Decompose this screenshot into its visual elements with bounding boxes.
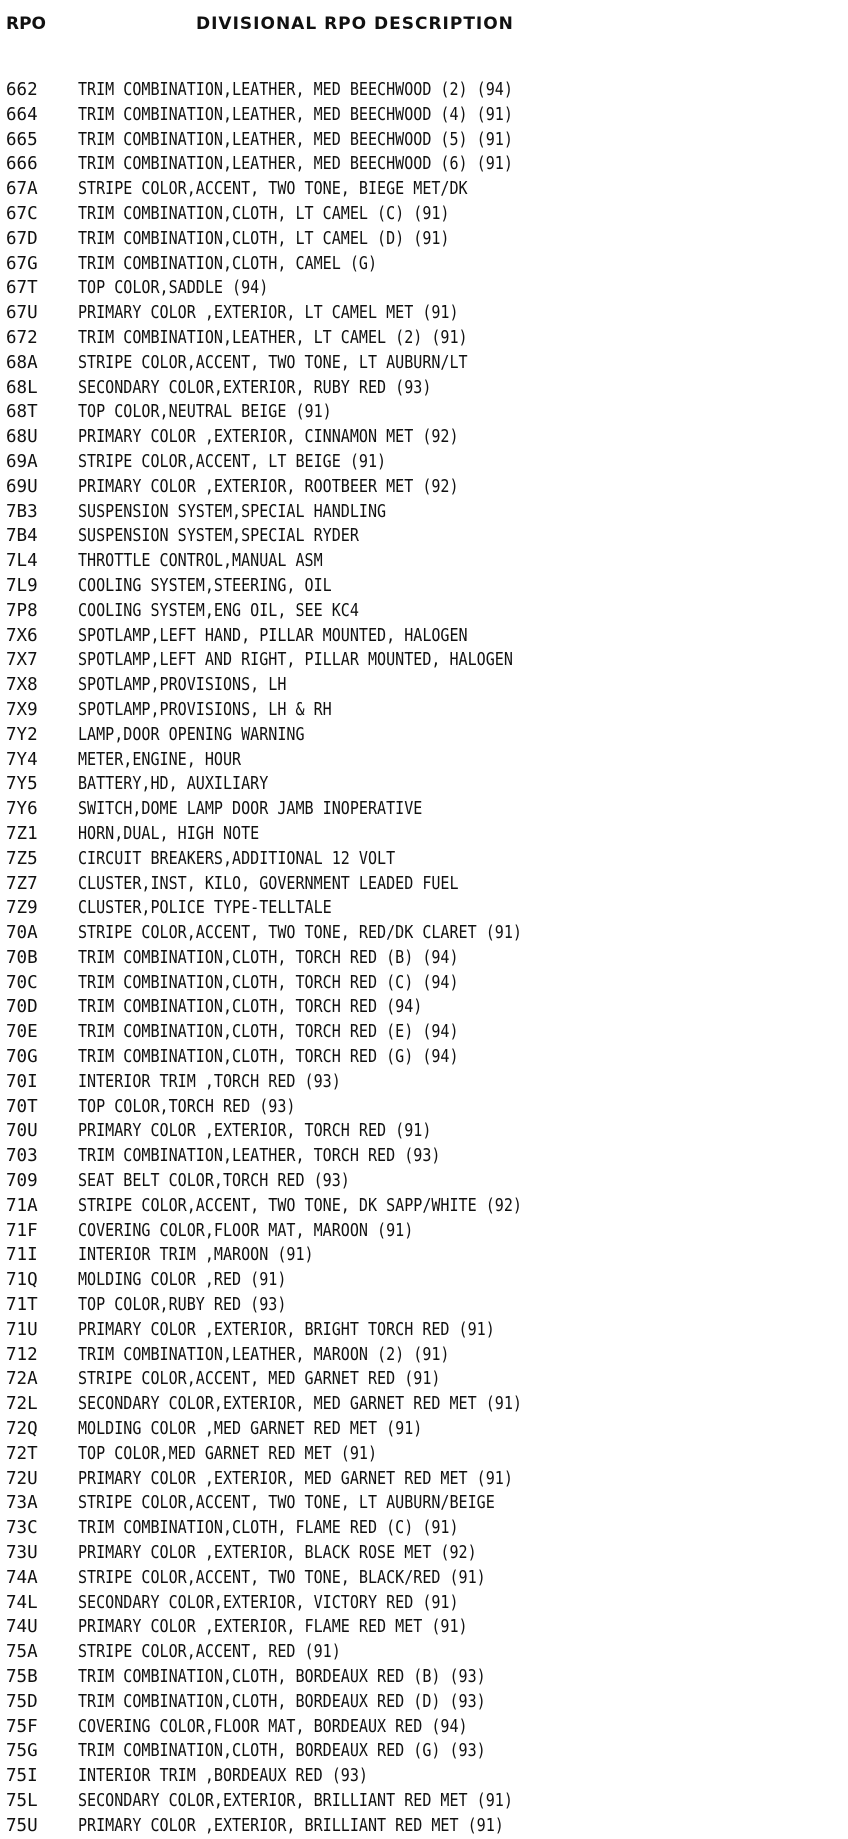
rpo-code: 69A [6,451,38,472]
rpo-code: 72A [6,1369,38,1390]
table-row [6,202,836,227]
rpo-code: 75F [6,1716,38,1737]
table-row [6,1095,836,1120]
rpo-code: 74A [6,1567,38,1588]
table-row [6,425,836,450]
table-row [6,1591,836,1616]
rpo-code: 7Z5 [6,848,38,869]
table-row [6,995,836,1020]
table-row [6,1467,836,1492]
table-row [6,1690,836,1715]
rpo-description: SWITCH,DOME LAMP DOOR JAMB INOPERATIVE [78,799,423,820]
rpo-code: 67U [6,303,38,324]
rpo-code: 71T [6,1295,38,1316]
table-row [6,1491,836,1516]
table-row [6,772,836,797]
rpo-code: 72T [6,1443,38,1464]
table-row [6,252,836,277]
table-row [6,1442,836,1467]
table-row [6,872,836,897]
rpo-code: 7X8 [6,675,38,696]
rpo-description: TRIM COMBINATION,CLOTH, TORCH RED (94) [78,997,423,1018]
rpo-description: PRIMARY COLOR ,EXTERIOR, TORCH RED (91) [78,1121,432,1142]
table-row [6,103,836,128]
rpo-code: 75G [6,1741,38,1762]
rpo-description: TRIM COMBINATION,LEATHER, MAROON (2) (91) [78,1344,450,1365]
table-row [6,1318,836,1343]
rpo-code: 71Q [6,1270,38,1291]
rpo-description: TRIM COMBINATION,CLOTH, CAMEL (G) [78,253,378,274]
rpo-description: TRIM COMBINATION,CLOTH, TORCH RED (C) (94) [78,972,459,993]
rpo-list [6,78,836,1839]
rpo-code: 73A [6,1493,38,1514]
rpo-code: 70B [6,947,38,968]
rpo-description: STRIPE COLOR,ACCENT, TWO TONE, DK SAPP/WHITE (92) [78,1195,522,1216]
rpo-description: TOP COLOR,NEUTRAL BEIGE (91) [78,402,332,423]
rpo-description: CIRCUIT BREAKERS,ADDITIONAL 12 VOLT [78,848,396,869]
rpo-code: 7B4 [6,526,38,547]
rpo-code: 70C [6,972,38,993]
table-row [6,1814,836,1839]
table-row [6,227,836,252]
rpo-code: 7L9 [6,575,38,596]
table-row [6,1789,836,1814]
table-row [6,1169,836,1194]
table-row [6,1640,836,1665]
rpo-description: PRIMARY COLOR ,EXTERIOR, BRILLIANT RED MET (91) [78,1815,504,1836]
rpo-code: 67G [6,253,38,274]
rpo-code: 70T [6,1096,38,1117]
rpo-description: COOLING SYSTEM,STEERING, OIL [78,575,332,596]
table-row [6,1764,836,1789]
rpo-description: TOP COLOR,TORCH RED (93) [78,1096,296,1117]
header-rpo-label: RPO [6,14,47,34]
rpo-code: 709 [6,1171,38,1192]
rpo-code: 68A [6,352,38,373]
rpo-description: SECONDARY COLOR,EXTERIOR, BRILLIANT RED MET (91) [78,1790,513,1811]
rpo-description: SUSPENSION SYSTEM,SPECIAL RYDER [78,526,359,547]
table-row [6,1615,836,1640]
rpo-description: CLUSTER,INST, KILO, GOVERNMENT LEADED FUEL [78,873,459,894]
rpo-code: 7L4 [6,551,38,572]
rpo-description: STRIPE COLOR,ACCENT, TWO TONE, BLACK/RED (91) [78,1567,486,1588]
table-row [6,1343,836,1368]
table-row [6,1219,836,1244]
table-row [6,673,836,698]
rpo-code: 72L [6,1394,38,1415]
table-row [6,400,836,425]
table-row [6,177,836,202]
rpo-code: 71A [6,1195,38,1216]
table-row [6,1367,836,1392]
rpo-description: SPOTLAMP,LEFT HAND, PILLAR MOUNTED, HALOGEN [78,625,468,646]
rpo-code: 75U [6,1815,38,1836]
table-row [6,1194,836,1219]
rpo-description: SEAT BELT COLOR,TORCH RED (93) [78,1171,350,1192]
table-row [6,822,836,847]
rpo-description: STRIPE COLOR,ACCENT, TWO TONE, BIEGE MET/DK [78,179,468,200]
rpo-description: STRIPE COLOR,ACCENT, TWO TONE, LT AUBURN/BEIGE [78,1493,495,1514]
rpo-code: 712 [6,1344,38,1365]
table-row [6,1119,836,1144]
rpo-description: TRIM COMBINATION,CLOTH, BORDEAUX RED (G) (93) [78,1741,486,1762]
rpo-code: 7X9 [6,699,38,720]
rpo-description: TRIM COMBINATION,CLOTH, TORCH RED (G) (94) [78,1047,459,1068]
table-row [6,1516,836,1541]
rpo-description: SUSPENSION SYSTEM,SPECIAL HANDLING [78,501,387,522]
table-row [6,698,836,723]
rpo-description: METER,ENGINE, HOUR [78,749,242,770]
table-row [6,797,836,822]
rpo-description: TRIM COMBINATION,LEATHER, LT CAMEL (2) (91) [78,327,468,348]
rpo-code: 67T [6,278,38,299]
table-row [6,971,836,996]
rpo-code: 665 [6,129,38,150]
rpo-description: TRIM COMBINATION,LEATHER, MED BEECHWOOD (2) (94) [78,80,513,100]
rpo-code: 67A [6,179,38,200]
rpo-description: COOLING SYSTEM,ENG OIL, SEE KC4 [78,600,359,621]
rpo-description: PRIMARY COLOR ,EXTERIOR, ROOTBEER MET (92) [78,476,459,497]
rpo-description: MOLDING COLOR ,RED (91) [78,1270,287,1291]
rpo-code: 7Z9 [6,898,38,919]
table-row [6,1045,836,1070]
rpo-description: HORN,DUAL, HIGH NOTE [78,823,260,844]
rpo-description: SECONDARY COLOR,EXTERIOR, RUBY RED (93) [78,377,432,398]
rpo-description: STRIPE COLOR,ACCENT, TWO TONE, RED/DK CLARET (91) [78,923,522,944]
rpo-code: 67C [6,203,38,224]
rpo-description: STRIPE COLOR,ACCENT, TWO TONE, LT AUBURN/LT [78,352,468,373]
table-row [6,648,836,673]
rpo-description: CLUSTER,POLICE TYPE-TELLTALE [78,898,332,919]
table-row [6,1020,836,1045]
rpo-description: INTERIOR TRIM ,BORDEAUX RED (93) [78,1766,368,1787]
table-row [6,450,836,475]
rpo-code: 666 [6,154,38,175]
rpo-code: 71U [6,1319,38,1340]
table-row [6,128,836,153]
rpo-description: TRIM COMBINATION,CLOTH, TORCH RED (E) (94) [78,1022,459,1043]
rpo-code: 68U [6,427,38,448]
table-row [6,723,836,748]
rpo-description: SECONDARY COLOR,EXTERIOR, MED GARNET RED MET (91) [78,1394,522,1415]
table-header [6,6,826,40]
header-description-label: DIVISIONAL RPO DESCRIPTION [196,14,514,34]
table-row [6,896,836,921]
rpo-description: SPOTLAMP,PROVISIONS, LH [78,675,287,696]
rpo-description: PRIMARY COLOR ,EXTERIOR, FLAME RED MET (91) [78,1617,468,1638]
rpo-description: TRIM COMBINATION,LEATHER, MED BEECHWOOD (4) (91) [78,104,513,125]
rpo-description: THROTTLE CONTROL,MANUAL ASM [78,551,323,572]
rpo-description: SECONDARY COLOR,EXTERIOR, VICTORY RED (91) [78,1592,459,1613]
rpo-description: PRIMARY COLOR ,EXTERIOR, MED GARNET RED MET (91) [78,1468,513,1489]
rpo-description: COVERING COLOR,FLOOR MAT, MAROON (91) [78,1220,414,1241]
rpo-description: TRIM COMBINATION,LEATHER, MED BEECHWOOD (6) (91) [78,154,513,175]
rpo-code: 7Y5 [6,774,38,795]
rpo-code: 662 [6,80,38,100]
table-row [6,1665,836,1690]
rpo-description: TRIM COMBINATION,LEATHER, TORCH RED (93) [78,1146,441,1167]
rpo-code: 7Z7 [6,873,38,894]
rpo-code: 703 [6,1146,38,1167]
rpo-code: 7B3 [6,501,38,522]
rpo-code: 72Q [6,1419,38,1440]
rpo-code: 71I [6,1245,38,1266]
rpo-description: SPOTLAMP,PROVISIONS, LH & RH [78,699,332,720]
rpo-code: 7X6 [6,625,38,646]
rpo-description: STRIPE COLOR,ACCENT, LT BEIGE (91) [78,451,387,472]
table-row [6,748,836,773]
rpo-description: TRIM COMBINATION,CLOTH, LT CAMEL (D) (91) [78,228,450,249]
rpo-code: 672 [6,327,38,348]
rpo-description: STRIPE COLOR,ACCENT, MED GARNET RED (91) [78,1369,441,1390]
table-row [6,1417,836,1442]
table-row [6,1566,836,1591]
table-row [6,1392,836,1417]
rpo-description: LAMP,DOOR OPENING WARNING [78,724,305,745]
rpo-description: MOLDING COLOR ,MED GARNET RED MET (91) [78,1419,423,1440]
table-row [6,500,836,525]
table-row [6,78,836,103]
rpo-code: 7Y6 [6,799,38,820]
rpo-description: TOP COLOR,SADDLE (94) [78,278,269,299]
rpo-code: 7X7 [6,650,38,671]
rpo-description: PRIMARY COLOR ,EXTERIOR, LT CAMEL MET (91) [78,303,459,324]
table-row [6,326,836,351]
table-row [6,1293,836,1318]
table-row [6,152,836,177]
rpo-description: COVERING COLOR,FLOOR MAT, BORDEAUX RED (94) [78,1716,468,1737]
table-row [6,624,836,649]
rpo-code: 73U [6,1543,38,1564]
table-row [6,351,836,376]
rpo-code: 70E [6,1022,38,1043]
rpo-description: TRIM COMBINATION,CLOTH, TORCH RED (B) (94) [78,947,459,968]
rpo-code: 73C [6,1518,38,1539]
table-row [6,276,836,301]
rpo-code: 70U [6,1121,38,1142]
table-row [6,1144,836,1169]
table-row [6,1715,836,1740]
rpo-code: 68L [6,377,38,398]
rpo-code: 75I [6,1766,38,1787]
rpo-code: 70I [6,1071,38,1092]
rpo-code: 7Y4 [6,749,38,770]
table-row [6,1070,836,1095]
rpo-code: 75A [6,1642,38,1663]
rpo-description: TOP COLOR,RUBY RED (93) [78,1295,287,1316]
rpo-code: 75D [6,1691,38,1712]
rpo-description: PRIMARY COLOR ,EXTERIOR, BLACK ROSE MET (92) [78,1543,477,1564]
rpo-code: 74U [6,1617,38,1638]
rpo-description: TOP COLOR,MED GARNET RED MET (91) [78,1443,378,1464]
rpo-description: TRIM COMBINATION,CLOTH, LT CAMEL (C) (91) [78,203,450,224]
rpo-code: 67D [6,228,38,249]
rpo-description: PRIMARY COLOR ,EXTERIOR, BRIGHT TORCH RED (91) [78,1319,495,1340]
table-row [6,475,836,500]
rpo-code: 70G [6,1047,38,1068]
rpo-description: PRIMARY COLOR ,EXTERIOR, CINNAMON MET (92) [78,427,459,448]
rpo-description: INTERIOR TRIM ,MAROON (91) [78,1245,314,1266]
rpo-description: TRIM COMBINATION,LEATHER, MED BEECHWOOD (5) (91) [78,129,513,150]
table-row [6,1541,836,1566]
table-row [6,946,836,971]
rpo-description: INTERIOR TRIM ,TORCH RED (93) [78,1071,341,1092]
table-row [6,847,836,872]
rpo-description: TRIM COMBINATION,CLOTH, BORDEAUX RED (D) (93) [78,1691,486,1712]
rpo-code: 70A [6,923,38,944]
rpo-description: TRIM COMBINATION,CLOTH, FLAME RED (C) (91) [78,1518,459,1539]
table-row [6,549,836,574]
rpo-code: 69U [6,476,38,497]
rpo-code: 68T [6,402,38,423]
table-row [6,574,836,599]
rpo-code: 664 [6,104,38,125]
rpo-code: 7P8 [6,600,38,621]
rpo-code: 74L [6,1592,38,1613]
table-row [6,1268,836,1293]
rpo-code: 71F [6,1220,38,1241]
rpo-code: 72U [6,1468,38,1489]
rpo-description: BATTERY,HD, AUXILIARY [78,774,269,795]
rpo-code: 7Y2 [6,724,38,745]
rpo-description: SPOTLAMP,LEFT AND RIGHT, PILLAR MOUNTED, HALOGEN [78,650,513,671]
rpo-description: TRIM COMBINATION,CLOTH, BORDEAUX RED (B) (93) [78,1667,486,1687]
table-row [6,301,836,326]
rpo-description: STRIPE COLOR,ACCENT, RED (91) [78,1642,341,1663]
table-row [6,376,836,401]
table-row [6,1243,836,1268]
rpo-code: 75B [6,1667,38,1687]
rpo-code: 70D [6,997,38,1018]
table-row [6,524,836,549]
table-row [6,599,836,624]
rpo-code: 7Z1 [6,823,38,844]
table-row [6,1739,836,1764]
rpo-code: 75L [6,1790,38,1811]
table-row [6,921,836,946]
